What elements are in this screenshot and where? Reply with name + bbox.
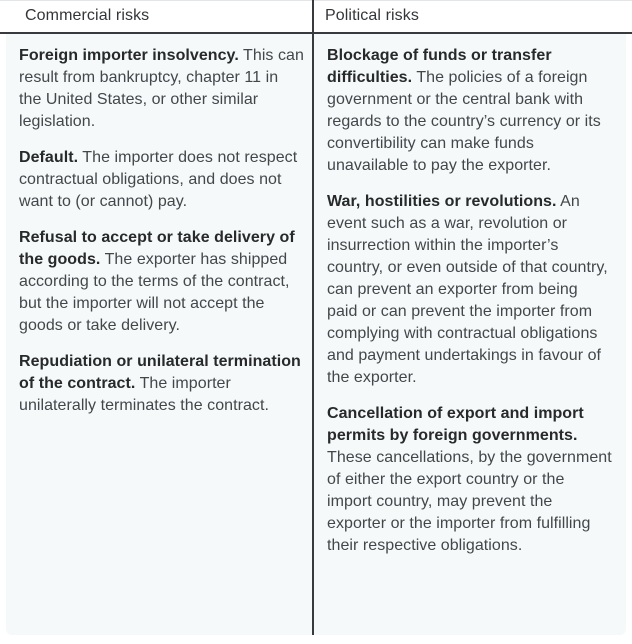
paragraph-lead: Default. <box>19 149 79 166</box>
paragraph-text: The importer unilaterally terminates the contract. <box>19 375 269 414</box>
paragraph-blockage-of-funds <box>327 45 612 177</box>
header-political-risks: Political risks <box>325 7 419 24</box>
paragraph-refusal-to-accept <box>19 227 304 337</box>
table-top-border <box>0 0 632 1</box>
header-commercial-risks: Commercial risks <box>25 7 150 24</box>
paragraph-cancellation-of-permits <box>327 403 612 557</box>
paragraph-text: The exporter has shipped according to the terms of the contract, but the importer will not accept the goods or take delivery. <box>19 251 290 334</box>
commercial-risks-cell <box>6 34 313 635</box>
paragraph-text: An event such as a war, revolution or insurrection within the importer’s country, or even outside of that country, can prevent an exporter from being paid or can prevent the importer from complying with contractual obligations and payment undertakings in favour of the exporter. <box>327 193 608 386</box>
political-risks-cell <box>313 34 626 635</box>
table-body-row <box>6 34 626 635</box>
paragraph-text: The policies of a foreign government or the central bank with regards to the country’s currency or its convertibility can make funds unavailable to pay the exporter. <box>327 69 601 174</box>
paragraph-lead: Repudiation or unilateral termination of the contract. <box>19 353 301 392</box>
table-header-row <box>0 0 632 32</box>
paragraph-text: The importer does not respect contractual obligations, and does not want to (or cannot) pay. <box>19 149 298 210</box>
paragraph-text: These cancellations, by the government of either the export country or the import country, may prevent the exporter or the importer from fulfilling their respective obligations. <box>327 449 612 554</box>
paragraph-lead: War, hostilities or revolutions. <box>327 193 557 210</box>
paragraph-lead: Blockage of funds or transfer difficulties. <box>327 47 552 86</box>
column-divider-line <box>312 0 314 635</box>
paragraph-text: This can result from bankruptcy, chapter 11 in the United States, or other similar legislation. <box>19 47 304 130</box>
paragraph-lead: Cancellation of export and import permits by foreign governments. <box>327 405 584 444</box>
paragraph-foreign-importer-insolvency <box>19 45 304 133</box>
paragraph-lead: Refusal to accept or take delivery of the goods. <box>19 229 295 268</box>
paragraph-repudiation <box>19 351 304 417</box>
paragraph-war-hostilities <box>327 191 612 389</box>
paragraph-lead: Foreign importer insolvency. <box>19 47 239 64</box>
paragraph-default <box>19 147 304 213</box>
